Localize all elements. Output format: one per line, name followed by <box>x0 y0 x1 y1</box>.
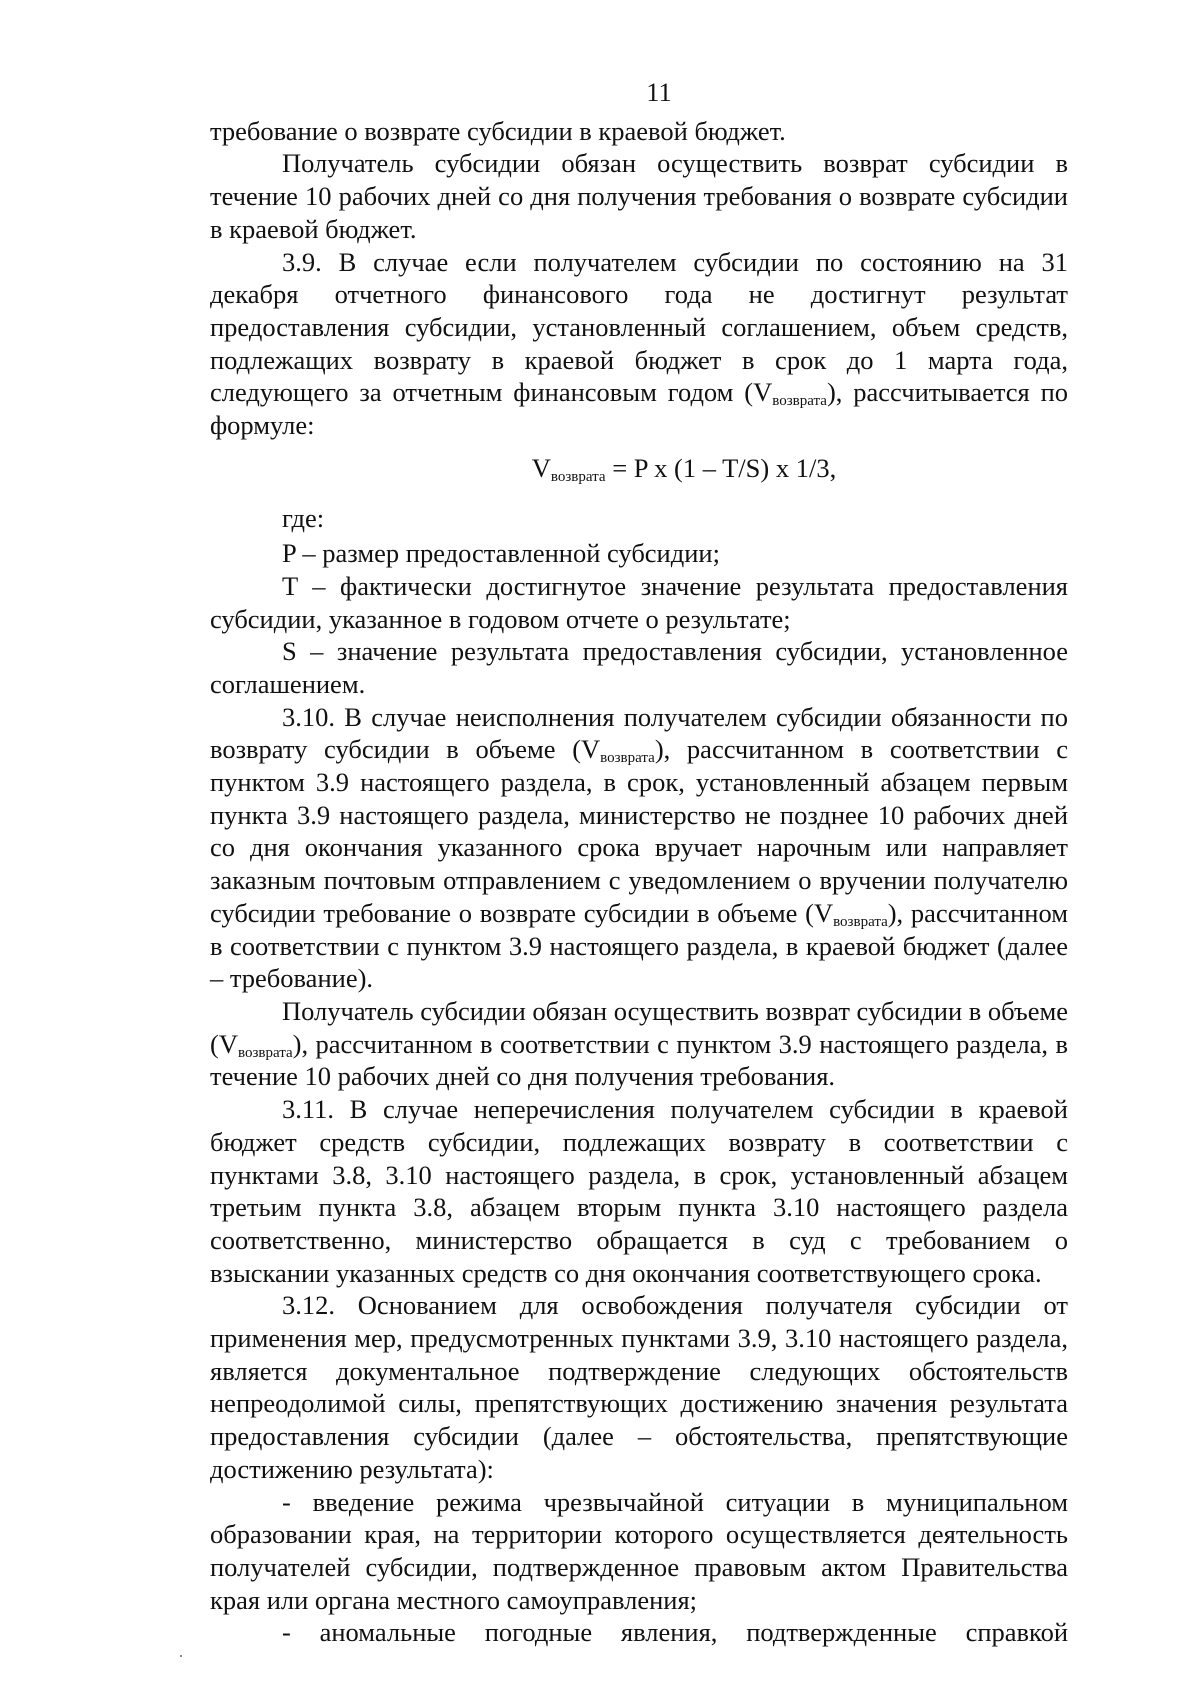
page-number: 11 <box>646 77 672 107</box>
paragraph-3-9 <box>210 246 1068 442</box>
list-item-weather <box>210 1616 1068 1649</box>
text-run: P – размер предоставленной субсидии; <box>282 538 720 569</box>
text-run: 3.10. В случае неисполнения получателем субсидии обязанности по возврату субсидии в объеме (V <box>210 701 1068 765</box>
subscript-refund: возврата <box>237 1044 293 1061</box>
text-run: 3.11. В случае неперечисления получателем субсидии в краевой бюджет средств субсидии, подлежащих возврату в соответствии с пунктами 3.8, 3.10 настоящего раздела, в срок, установленный абзацем третьим пункта 3.8, абзацем вторым пункта 3.10 настоящего раздела соответственно, министерство обращается в суд с требованием о взыскании указанных средств со дня окончания соответствующего срока. <box>210 1094 1068 1288</box>
paragraph-where <box>210 502 1068 535</box>
paragraph-continuation <box>210 115 1068 148</box>
text-run: - аномальные погодные явления, подтвержденные справкой <box>282 1617 1068 1648</box>
subscript-refund: возврата <box>600 750 655 767</box>
text-run: Получатель субсидии обязан осуществить возврат субсидии в объеме (V <box>210 995 1068 1059</box>
subscript-refund: возврата <box>550 468 606 485</box>
text-run: ), рассчитанном в соответствии с пунктом 3.9 настоящего раздела, в краевой бюджет (далее – требование). <box>210 897 1068 994</box>
subscript-refund: возврата <box>833 913 888 930</box>
formula-variable: V <box>531 452 551 483</box>
list-item-emergency <box>210 1486 1068 1617</box>
subscript-refund: возврата <box>772 393 827 410</box>
paragraph-3-12 <box>210 1289 1068 1485</box>
text-run: ), рассчитанном в соответствии с пунктом 3.9 настоящего раздела, в течение 10 рабочих дней со дня получения требования. <box>210 1028 1068 1092</box>
refund-formula <box>210 452 1068 485</box>
definition-s <box>210 635 1068 700</box>
paragraph-refund-volume <box>210 995 1068 1093</box>
text-run: T – фактически достигнутое значение результата предоставления субсидии, указанное в годовом отчете о результате; <box>210 570 1068 634</box>
paragraph-3-11 <box>210 1093 1068 1289</box>
scan-speck <box>180 1655 182 1657</box>
text-run: 3.9. В случае если получателем субсидии по состоянию на 31 декабря отчетного финансового года не достигнут результат предоставления субсидии, установленный соглашением, объем средств, подлежащих возврату в краевой бюджет в срок до 1 марта года, следующего за отчетным финансовым годом (V <box>210 246 1068 408</box>
text-run: ), рассчитывается по формуле: <box>210 377 1068 441</box>
paragraph-3-10 <box>210 701 1068 995</box>
text-run: 3.12. Основанием для освобождения получателя субсидии от применения мер, предусмотренных пунктами 3.9, 3.10 настоящего раздела, является документальное подтверждение следующих обстоятельств непреодолимой силы, препятствующих достижению значения результата предоставления субсидии (далее – обстоятельства, препятствующие достижению результата): <box>210 1290 1068 1484</box>
text-run: Получатель субсидии обязан осуществить возврат субсидии в течение 10 рабочих дней со дня получения требования о возврате субсидии в краевой бюджет. <box>210 148 1068 244</box>
definition-p <box>210 537 1068 570</box>
text-run: ), рассчитанном в соответствии с пунктом 3.9 настоящего раздела, в срок, установленный абзацем первым пункта 3.9 настоящего раздела, министерство не позднее 10 рабочих дней со дня окончания указанного срока вручает нарочным или направляет заказным почтовым отправлением с уведомлением о вручении получателю субсидии требование о возврате субсидии в объеме (V <box>210 734 1068 928</box>
text-run: S – значение результата предоставления субсидии, установленное соглашением. <box>210 636 1068 699</box>
text-run: - введение режима чрезвычайной ситуации в муниципальном образовании края, на территории которого осуществляется деятельность получателей субсидии, подтвержденное правовым актом Правительства края или органа местного самоуправления; <box>210 1486 1068 1615</box>
definition-t <box>210 570 1068 635</box>
paragraph-refund-obligation <box>210 147 1068 245</box>
text-run: где: <box>282 503 325 534</box>
text-run: требование о возврате субсидии в краевой бюджет. <box>210 115 786 146</box>
formula-expression: = P x (1 – T/S) x 1/3, <box>605 452 837 483</box>
